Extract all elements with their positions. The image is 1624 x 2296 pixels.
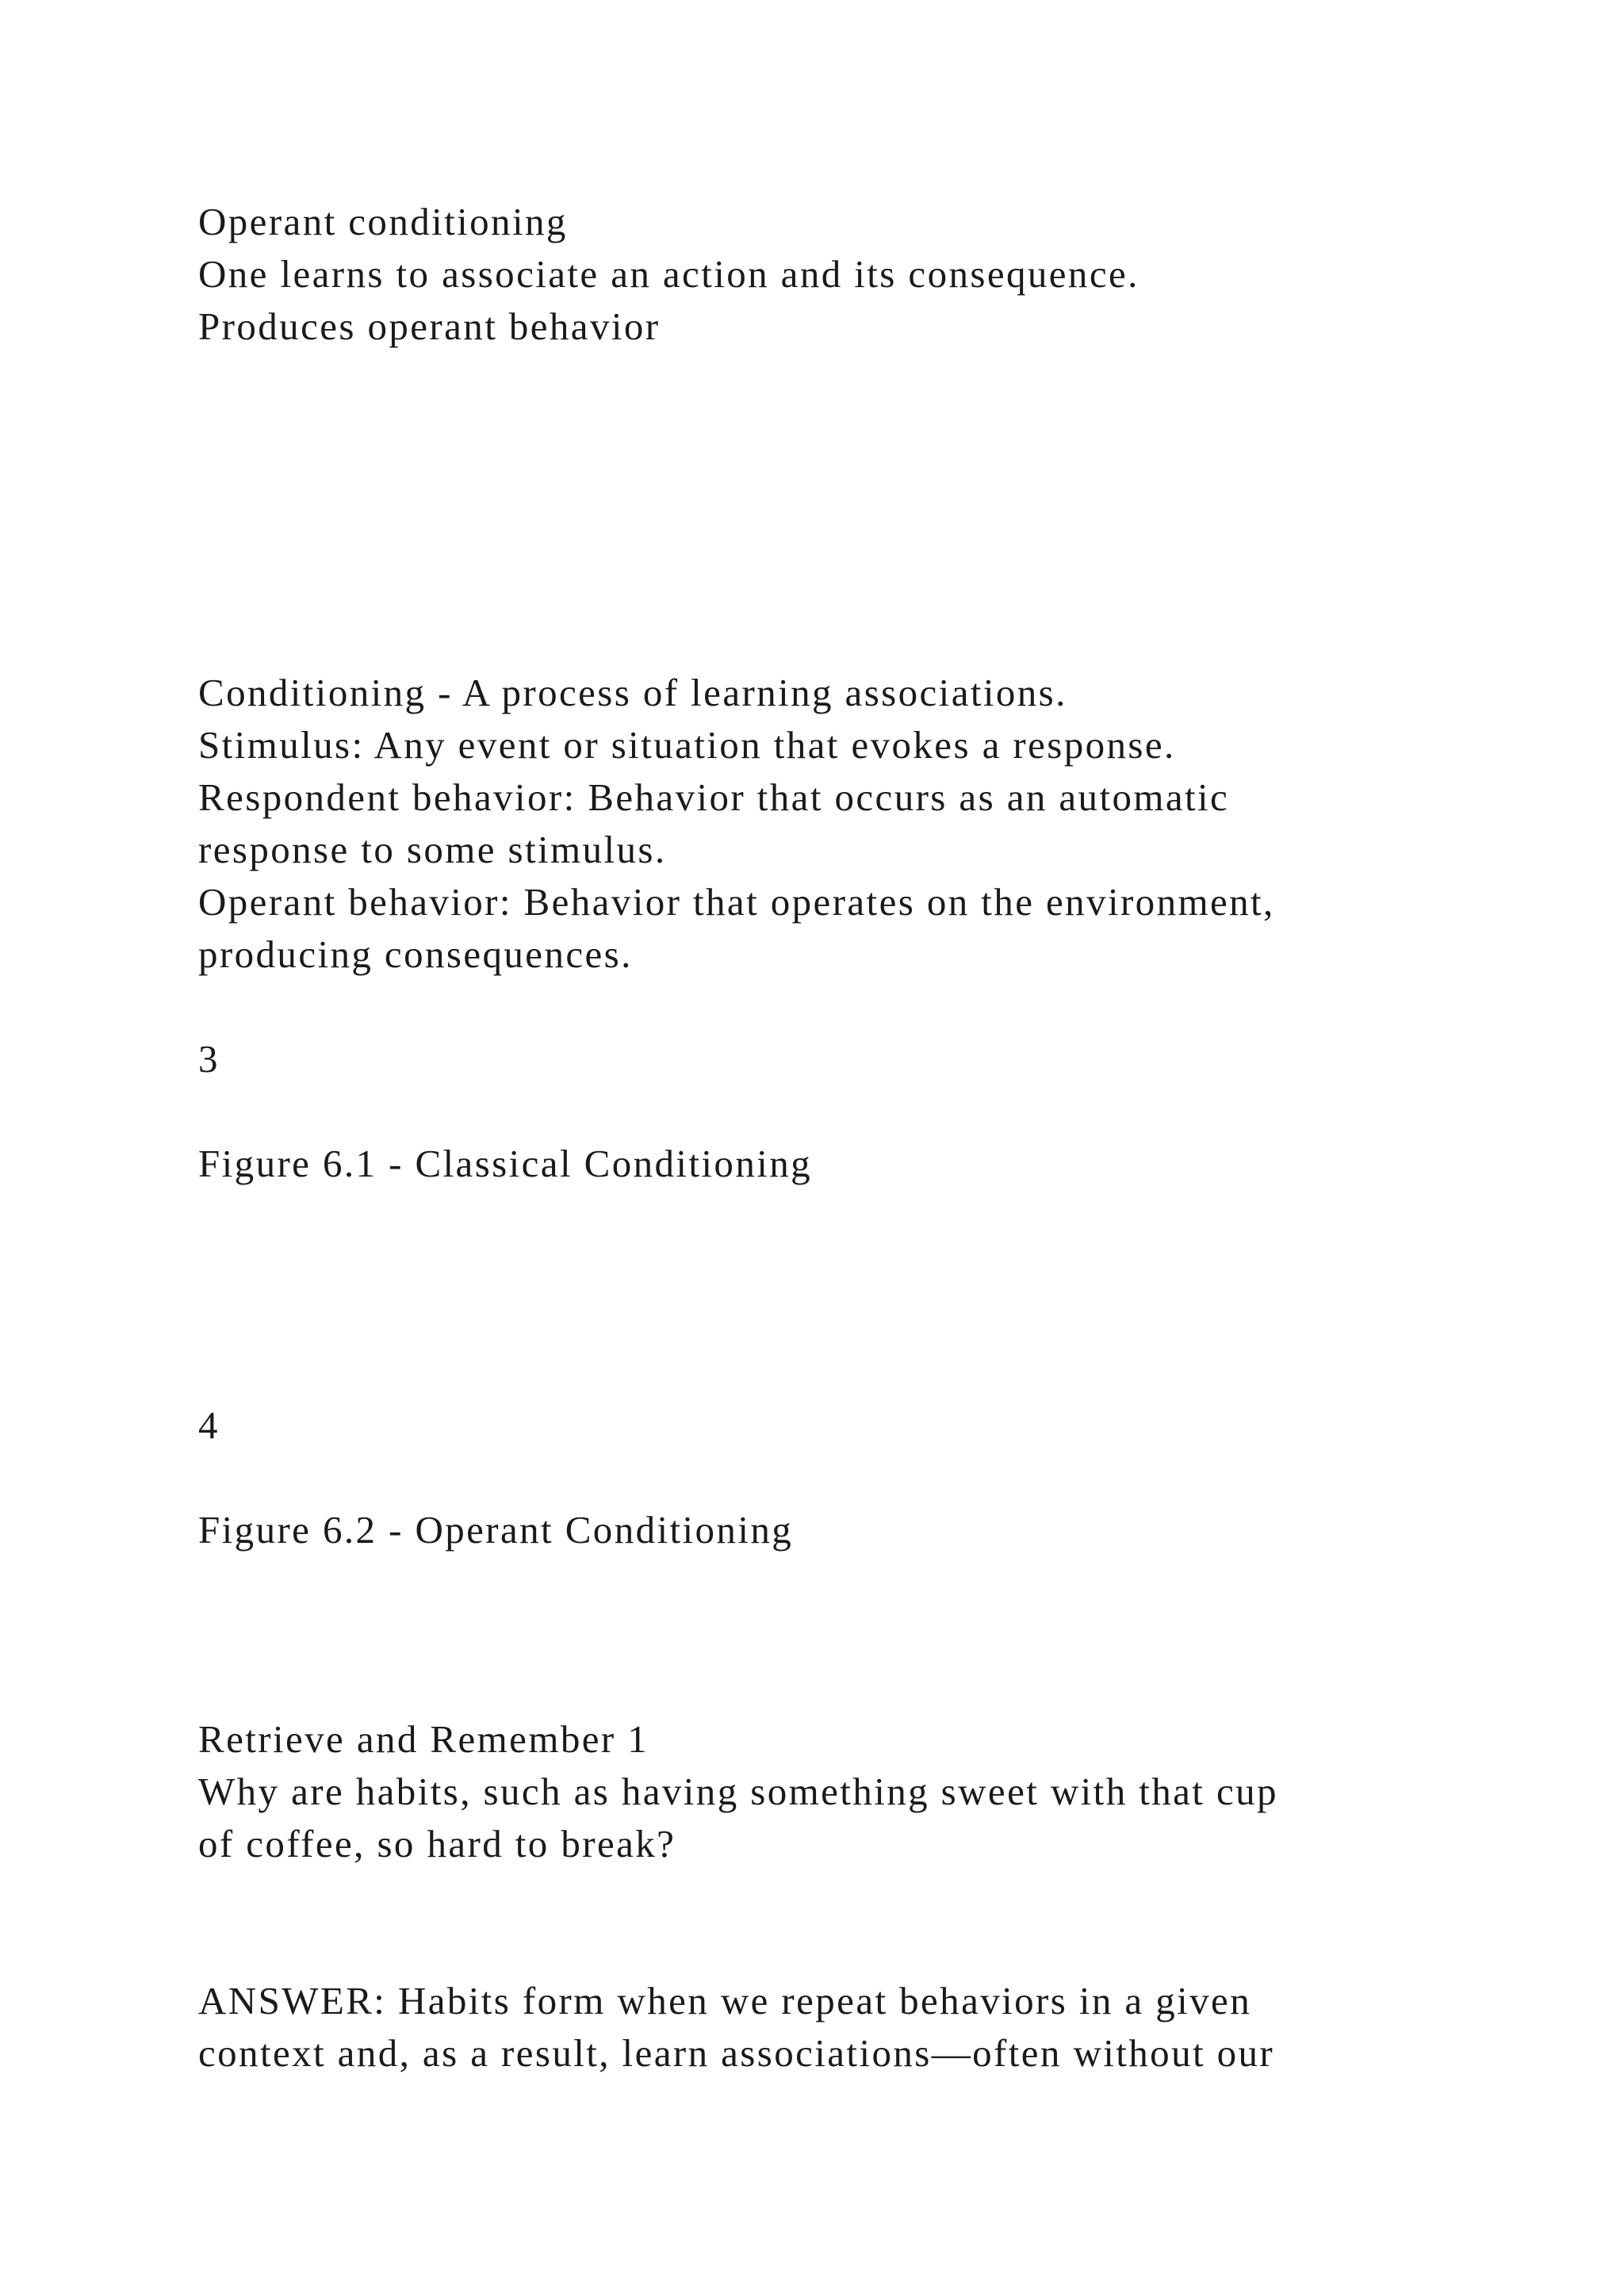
section-title: Retrieve and Remember 1 [198, 1717, 649, 1761]
answer-text: ANSWER: Habits form when we repeat behaviors in a given [198, 1979, 1252, 2022]
slide-number: 3 [198, 1037, 220, 1081]
definition-operant-behavior: Operant behavior: Behavior that operates on the environment, [198, 880, 1275, 924]
definition-stimulus: Stimulus: Any event or situation that evokes a response. [198, 723, 1176, 767]
question-text: Why are habits, such as having something sweet with that cup [198, 1770, 1278, 1813]
definition-conditioning: Conditioning - A process of learning associations. [198, 671, 1067, 714]
figure-caption: Figure 6.2 - Operant Conditioning [198, 1508, 794, 1552]
definition-respondent-behavior: Respondent behavior: Behavior that occurs as an automatic [198, 775, 1230, 819]
figure-caption: Figure 6.1 - Classical Conditioning [198, 1142, 813, 1185]
heading-operant-conditioning: Operant conditioning [198, 200, 568, 243]
answer-text: context and, as a result, learn associations—often without our [198, 2031, 1275, 2075]
slide-number: 4 [198, 1403, 220, 1447]
text-line: producing consequences. [198, 932, 633, 976]
question-text: of coffee, so hard to break? [198, 1822, 676, 1866]
text-line: One learns to associate an action and its consequence. [198, 252, 1139, 296]
text-line: response to some stimulus. [198, 828, 667, 871]
text-line: Produces operant behavior [198, 304, 661, 348]
